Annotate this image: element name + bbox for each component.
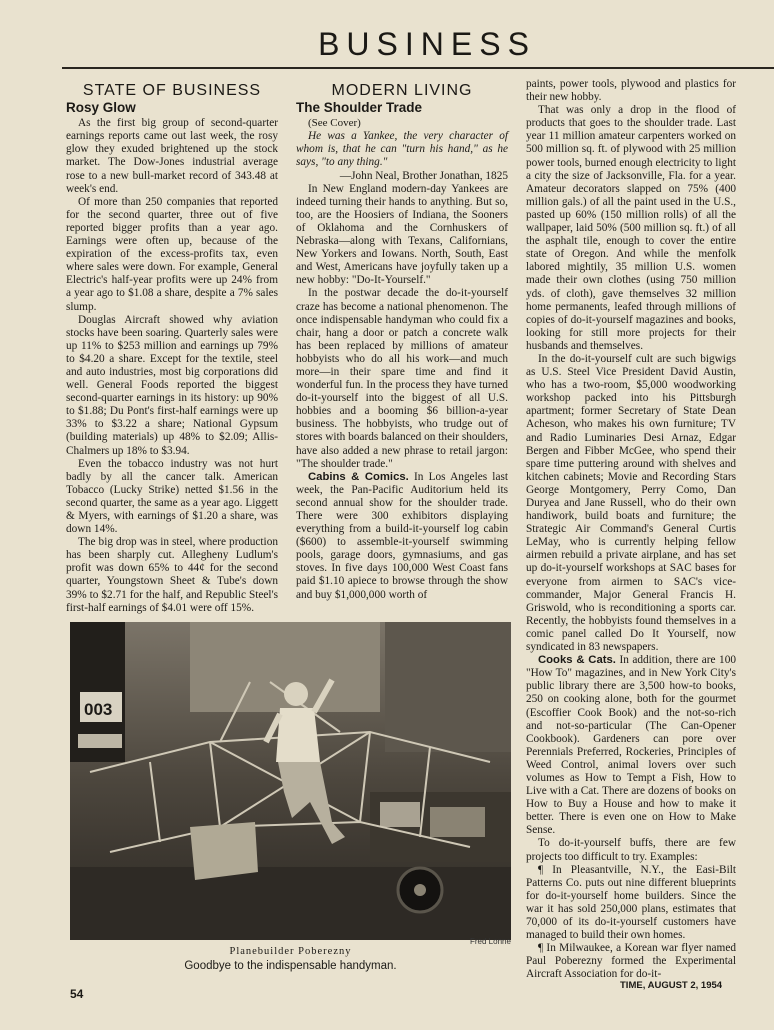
epigraph: He was a Yankee, the very character of whom is, that he can "turn his hand," as he says, "to any thing." [296,130,508,169]
section-heading: MODERN LIVING [331,82,473,99]
section-banner: BUSINESS [318,26,536,62]
list-item: ¶ In Pleasantville, N.Y., the Easi-Bilt Patterns Co. puts out nine different blueprints for do-it-yourself home builders. Since the war it has sold 250,000 plans, estimates that 70,000 of its do-it-yourself customers have managed to build their own homes. [526,863,736,942]
paragraph: Even the tobacco industry was not hurt badly by all the cancer talk. American Tobacco (Lucky Strike) netted $1.56 in the second quarter, the same as a year ago. Liggett & Myers, with earnings of $1.20 a share, was down 14%. [66,457,278,536]
runin-heading: Cabins & Comics. [308,470,409,483]
runin-heading: Cooks & Cats. [538,654,616,667]
issue-dateline: TIME, AUGUST 2, 1954 [620,980,723,991]
story-title: The Shoulder Trade [296,100,423,116]
photo-credit: Fred Lonne [470,937,511,946]
paragraph: Of more than 250 companies that reported for the second quarter, three out of five reported bigger profits than a year ago. Earnings were often up, because of the expiration of the excess-profits tax, even where sales were down. For example, General Electric's half-year profits were up 24% from a year ago to $1.08 a share, despite a 7% sales slump. [66,195,278,313]
sign-number: 003 [84,700,113,719]
cover-note: (See Cover) [308,117,361,130]
workshop-photo [70,622,511,940]
paragraph: Douglas Aircraft showed why aviation stocks have been soaring. Quarterly sales were up 11% to $253 million and earnings up 79% to $4.20 a share. Except for the textile, steel and auto industries, most big corporations did well. General Foods reported the biggest second-quarter earnings in its history: up 90% to $1.88; Du Pont's first-half earnings were up 33% to $3.22 a share; National Gypsum (building materials) up 48% to $2.09; Allis-Chalmers up 18% to $3.94. [66,313,278,457]
story-title: Rosy Glow [66,100,136,116]
runin-text: In Los Angeles last week, the Pan-Pacific Auditorium held its second annual show for the shoulder trade. There were 300 exhibitors displaying everything from a build-it-yourself log cabin ($600) to assemble-it-yourself swimming pools, garage doors, gymnasiums, and gas stoves. In five days 100,000 West Coast fans paid $1.10 apiece to browse through the show and buy $1,000,000 worth of [296,470,508,601]
paragraph: In New England modern-day Yankees are indeed turning their hands to anything. But so, too, are the Hoosiers of Indiana, the Sooners of Oklahoma and the Cornhuskers of Nebraska—along with Texans, Californians, New Yorkers and Iowans. North, South, East and West, Americans have joyfully taken up a new hobby: "Do-It-Yourself." [296,182,508,287]
epigraph-attribution: —John Neal, Brother Jonathan, 1825 [339,169,508,182]
column-continued [526,78,736,981]
list-item: ¶ In Milwaukee, a Korean war flyer named Paul Poberezny formed the Experimental Aircraft Association for do-it- [526,942,736,981]
runin-text: In addition, there are 100 "How To" magazines, and in New York City's public library there are 3,500 how-to books, 250 on cooking alone, both for the gourmet (Escoffier Cook Book) and the not-so-rich and not-so-particular (The Can-Opener Cookbook). Gardeners can pore over Perennials Preferred, Rockeries, Principles of Weed Control, animal lovers over such volumes as How to Tempt a Fish, How to Live with a Cat. There are dozens of books on How to Buy a House and how to make it better. There is even one on How to Make Sense. [526,654,736,837]
paragraph-runin [296,471,508,602]
header-rule [62,67,774,69]
photo-caption-title: Planebuilder Poberezny [229,946,352,957]
paragraph: That was only a drop in the flood of products that goes to the shoulder trade. Last year 11 million amateur carpenters worked on 500 million sq. ft. of plywood with 25 million power tools, burned enough electricity to light a city the size of Jacksonville, Fla. for a year. Amateur decorators slapped on 75% (400 million gals.) of all the paint used in the U.S., pasted up 60% (150 million rolls) of all the wallpaper, laid 50% (500 million sq. ft.) of all the asphalt tile, enough to cover the entire state of Oregon. And while the menfolk labored mightily, 35 million U.S. women made their own clothes (using 750 million yds. of cloth), gave themselves 32 million home permanents, leafed through millions of copies of do-it-yourself magazines and books, looking for still more projects for their husbands and themselves. [526,104,736,352]
column-modern-living [296,80,508,602]
paragraph-lead: paints, power tools, plywood and plastics for their new hobby. [526,78,736,104]
paragraph: As the first big group of second-quarter earnings reports came out last week, the rosy glow they exuded brightened up the stock market. The Dow-Jones industrial average rose to a new bull-market record of 343.48 at week's end. [66,117,278,195]
column-state-of-business [66,80,278,615]
paragraph: The big drop was in steel, where production has been sharply cut. Allegheny Ludlum's profit was down 65% to 44¢ for the second quarter, Youngstown Sheet & Tube's down 39% to $2.71 for the half, and Republic Steel's first-half earnings of $4.01 were off 15%. [66,536,278,614]
photo-caption: Goodbye to the indispensable handyman. [184,960,397,972]
paragraph: In the do-it-yourself cult are such bigwigs as U.S. Steel Vice President David Austin, who has a two-room, $5,000 woodworking workshop packed into his Pittsburgh apartment; former Secretary of State Dean Acheson, who makes his own furniture; TV and Radio Luminaries Desi Arnaz, Edgar Bergen and Fibber McGee, who spend their spare time puttering around with shelves and kitchen cabinets; Movie and Recording Stars George Montgomery, Perry Como, Dan Duryea and Jane Russell, who do their own handiwork, build boats and furniture; the Strategic Air Command's General Curtis LeMay, who is currently helping fellow airmen rebuild a private airplane, and has set up do-it-yourself workshops at SAC bases for everyone from airmen to SAC's vice-commander, Major General Francis H. Griswold, who is reconditioning a sports car. Recently, the hobbyists found themselves in a comic panel called Do It Yourself, now syndicated in 83 newspapers. [526,352,736,654]
page-number: 54 [70,987,84,1001]
paragraph: To do-it-yourself buffs, there are few projects too difficult to try. Examples: [526,837,736,863]
paragraph-runin [526,654,736,837]
paragraph: In the postwar decade the do-it-yourself craze has become a national phenomenon. The once indispensable handyman who could fix a chair, hang a door or patch a concrete walk has been replaced by millions of amateur hobbyists who do all his work—and much more—in their spare time and find it wonderful fun. In the process they have turned do-it-yourself into the biggest of all U.S. hobbies and a booming $6 billion-a-year business. The hobbyists, who trudge out of stores with boards balanced on their shoulders, have also added a new phrase to retail jargon: "The shoulder trade." [296,287,508,470]
section-heading: STATE OF BUSINESS [82,82,262,99]
workshop-photo-illustration [70,622,511,940]
